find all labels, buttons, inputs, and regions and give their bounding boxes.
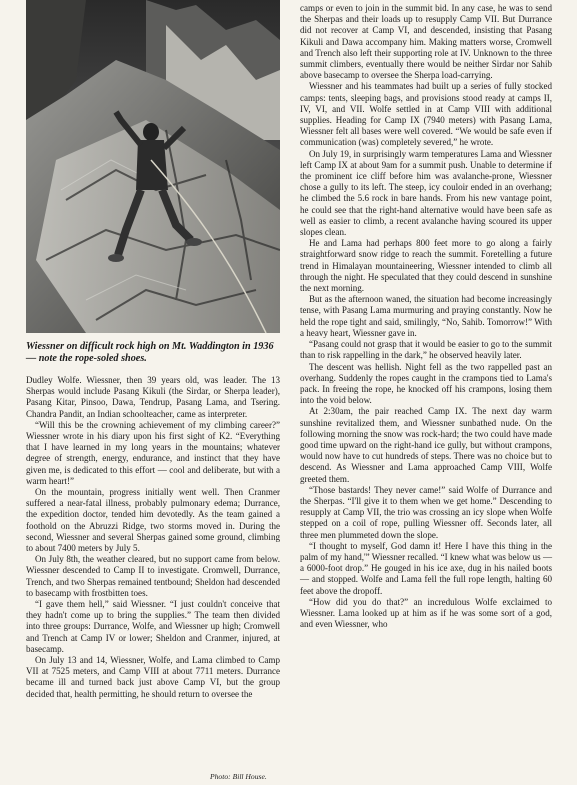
paragraph: “I thought to myself, God damn it! Here I have this thing in the palm of my hand,'” Wiessner recalled. “I knew what was below us — a 6000-foot drop.” He gouged in his ice axe, dug in his nailed boots — and stopped. Wolfe and Lama fell the full rope length, halting 60 feet above the dropoff. xyxy=(300,540,552,596)
paragraph: camps or even to join in the summit bid. In any case, he was to send the Sherpas and their loads up to resupply Camp VII. But Durrance did not recover at Camp VI, and descended, insisting that Pasang Kikuli and Dawa accompany him. Making matters worse, Cromwell and Trench also left their supporting role at IV. Unknown to the three summit climbers, eventually there would be neither Sirdar nor Sahib above basecamp to oversee the Sherpa load-carrying. xyxy=(300,3,552,81)
paragraph: “Those bastards! They never came!” said Wolfe of Durrance and the Sherpas. “I'll give it to them when we get home.” Descending to resupply at Camp VII, the trio was crossing an icy slope when Wolfe stepped on a coil of rope, pulling Wiessner off. Seconds later, all three men plummeted down the slope. xyxy=(300,484,552,540)
paragraph: On July 19, in surprisingly warm temperatures Lama and Wiessner left Camp IX at about 9am for a summit push. Unable to determine if the prominent ice cliff before him was avalanche-prone, Wiessner chose a gully to its left. The steep, icy couloir ended in an overhang; he climbed the 5.6 rock in bare hands. From his new vantage point, he could see that the right-hand alternative would have been safe as well as easier to climb, a recent avalanche having scoured its upper slopes clean. xyxy=(300,148,552,238)
left-column xyxy=(26,0,280,700)
paragraph: The descent was hellish. Night fell as the two rappelled past an overhang. Suddenly the ropes caught in the crampons tied to Lama's pack. In freeing the rope, he knocked off his crampons, losing them into the void below. xyxy=(300,361,552,406)
paragraph: “How did you do that?” an incredulous Wolfe exclaimed to Wiessner. Lama looked up at him as if he was some sort of a god, and even Wiessner, who xyxy=(300,596,552,630)
climbing-photo xyxy=(26,0,280,333)
caption-text: Wiessner on difficult rock high on Mt. Waddington in 1936 — note the rope-soled shoes. xyxy=(26,341,274,364)
paragraph: On July 13 and 14, Wiessner, Wolfe, and Lama climbed to Camp VII at 7525 meters, and Camp VIII at about 7711 meters. Durrance became ill and turned back just above Camp VI, but the group decided that, health permitting, he should return to oversee the xyxy=(26,655,280,699)
paragraph: “I gave them hell,” said Wiessner. “I just couldn't conceive that they hadn't come up to bring the supplies.” The team then divided into three groups: Durrance, Wolfe, and Wiessner up high; Cromwell and Trench at Camp IV or lower; Sheldon and Cranmer, injured, at basecamp. xyxy=(26,599,280,654)
right-column xyxy=(300,3,552,630)
paragraph: “Will this be the crowning achievement of my climbing career?” Wiessner wrote in his diary upon his first sight of K2. “Everything that I have learned in my long years in the mountains; whatever degree of strength, energy, endurance, and instinct that they have given me, is dedicated to this effort — cool and deliberate, but with a warm heart!” xyxy=(26,419,280,486)
paragraph: On July 8th, the weather cleared, but no support came from below. Wiessner descended to Camp II to investigate. Cromwell, Durrance, Trench, and two Sherpas remained tentbound; Sheldon had descended to basecamp with frostbitten toes. xyxy=(26,554,280,598)
left-column-text xyxy=(26,375,280,700)
right-column-text xyxy=(300,3,552,630)
paragraph: He and Lama had perhaps 800 feet more to go along a fairly straightforward snow ridge to reach the summit. Foretelling a future trend in Himalayan mountaineering, Wiessner intended to climb all through the night. He speculated that they could descend in sunshine the next morning. xyxy=(300,238,552,294)
paragraph: Dudley Wolfe. Wiessner, then 39 years old, was leader. The 13 Sherpas would include Pasang Kikuli (the Sirdar, or Sherpa leader), Pasang Kitar, Pinsoo, Dawa, Tendrup, Pasang Lama, and Tsering. Chandra Pandit, an Indian schoolteacher, came as interpreter. xyxy=(26,375,280,419)
photo-caption xyxy=(26,341,280,365)
paragraph: At 2:30am, the pair reached Camp IX. The next day warm sunshine revitalized them, and Wiessner sunbathed nude. On the following morning the snow was rock-hard; the two could have made good time upward on the right-hand ice gully, but without crampons, would now have to cut hundreds of steps. There was no choice but to descend. As Wiessner and Lama approached Camp VIII, Wolfe greeted them. xyxy=(300,406,552,484)
photo-credit: Photo: Bill House. xyxy=(210,772,267,781)
paragraph: But as the afternoon waned, the situation had become increasingly tense, with Pasang Lama murmuring and praying constantly. Now he held the rope tight and said, smilingly, “No, Sahib. Tomorrow!” With a heavy heart, Wiessner gave in. xyxy=(300,294,552,338)
paragraph: On the mountain, progress initially went well. Then Cranmer suffered a near-fatal illness, probably pulmonary edema; Durrance, the expedition doctor, tended him devotedly. As the team gained a foothold on the Abruzzi Ridge, two storms moved in. During the second, Wiessner and several Sherpas gained some ground, climbing to about 7400 meters by July 5. xyxy=(26,487,280,554)
paragraph: Wiessner and his teammates had built up a series of fully stocked camps: tents, sleeping bags, and provisions stood ready at camps II, IV, VI, and VII. Wolfe settled in at Camp VIII with additional supplies. Heading for Camp IX (7940 meters) with Pasang Lama, Wiessner felt all bases were well covered. “We would be safe even if communication (was) completely severed,” he wrote. xyxy=(300,81,552,148)
paragraph: “Pasang could not grasp that it would be easier to go to the summit than to risk rappelling in the dark,” he observed heavily later. xyxy=(300,339,552,361)
